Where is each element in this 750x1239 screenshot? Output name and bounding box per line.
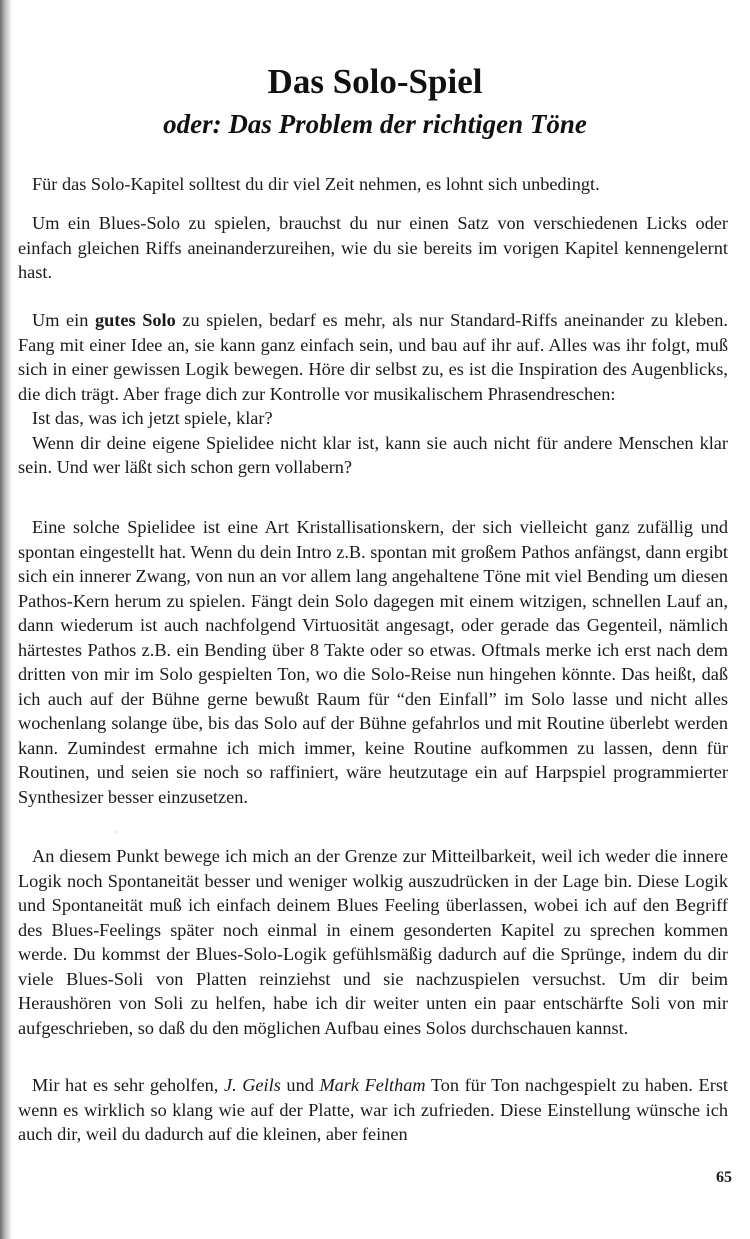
paragraph-blues-solo: Um ein Blues-Solo zu spielen, brauchst du nur einen Satz von verschiedenen Licks oder einfach gleichen Riffs aneinanderzureihen, wie du sie bereits im vorigen Kapitel kennengelernt hast.	[18, 213, 728, 282]
paragraph-nachspielen	[18, 1073, 728, 1147]
page-title: Das Solo-Spiel	[267, 62, 483, 101]
nachspielen-text: Mir hat es sehr geholfen, J. Geils und Mark Feltham Ton für Ton nachgespielt zu haben. Erst wenn es wirklich so klang wie auf der Platte, war ich zufrieden. Diese Einstellung wünsche ich auch dir, weil du dadurch auf die kleinen, aber feinen	[18, 1075, 729, 1144]
page-number: 65	[716, 1169, 732, 1186]
page-edge-shadow	[0, 0, 12, 1239]
good-solo-text: Um ein gutes Solo zu spielen, bedarf es mehr, als nur Standard-Riffs aneinander zu kleben. Fang mit einer Idee an, sie kann ganz einfach sein, und bau auf ihr auf. Alles was ihr folgt, muß sich in einer gewissen Logik bewegen. Höre dir selbst zu, es ist die Inspiration des Augenblicks, die dich trägt. Aber frage dich zur Kontrolle vor musikalischem Phrasendreschen:	[18, 310, 728, 404]
paragraph-spielidee: Eine solche Spielidee ist eine Art Kristallisationskern, der sich vielleicht ganz zufällig und spontan eingestellt hat. Wenn du dein Intro z.B. spontan mit großem Pathos anfängst, dann ergibt sich ein innerer Zwang, von nun an vor allem lang angehaltene Töne mit viel Bending um diesen Pathos-Kern herum zu spielen. Fängt dein Solo dagegen mit einem witzigen, schnellen Lauf an, dann wiederum ist auch nachfolgend Virtuosität angesagt, oder gerade das Gegenteil, nämlich härtestes Pathos z.B. ein Bending über 8 Takte oder so etwas. Oftmals merke ich erst nach dem dritten von mir im Solo gespielten Ton, wo die Solo-Reise nun hingehen könnte. Das heißt, daß ich auch auf der Bühne gerne bewußt Raum für “den Einfall” im Solo lasse und nicht alles wochenlang solange übe, bis das Solo auf der Bühne gefahrlos und mit Routine überlebt werden kann. Zumindest ermahne ich mich immer, keine Routine aufkommen zu lassen, denn für Routinen, und seien sie noch so raffiniert, wäre heutzutage ein auf Harpspiel programmierter Synthesizer besser einzusetzen.	[18, 517, 728, 807]
paragraph-intro: Für das Solo-Kapitel solltest du dir viel Zeit nehmen, es lohnt sich unbedingt.	[32, 174, 600, 194]
paragraph-mitteilbarkeit: An diesem Punkt bewege ich mich an der Grenze zur Mitteilbarkeit, weil ich weder die innere Logik noch Spontaneität besser und weniger wolkig auszudrücken in der Lage bin. Diese Logik und Spontaneität muß ich einfach deinem Blues Feeling überlassen, wobei ich auf den Begriff des Blues-Feelings später noch einmal in einem gesonderten Kapitel zu sprechen kommen werde. Du kommst der Blues-Solo-Logik gefühlsmäßig dadurch auf die Sprünge, indem du dir viele Blues-Soli von Platten reinziehst und sie nachzuspielen versuchst. Um dir beim Heraushören von Soli zu helfen, habe ich dir weiter unten ein paar entschärfte Soli von mir aufgeschrieben, so daß du den möglichen Aufbau eines Solos durchschauen kannst.	[18, 846, 728, 1038]
margin-speck: ·	[114, 828, 117, 837]
question-line: Ist das, was ich jetzt spiele, klar?	[32, 408, 273, 428]
emphasis-good-solo: gutes Solo	[94, 310, 176, 330]
question-followup: Wenn dir deine eigene Spielidee nicht klar ist, kann sie auch nicht für andere Menschen klar sein. Und wer läßt sich schon gern vollabern?	[18, 432, 728, 477]
page-subtitle: oder: Das Problem der richtigen Töne	[163, 109, 587, 139]
paragraph-good-solo	[18, 308, 728, 480]
name-j-geils: J. Geils	[223, 1075, 281, 1095]
name-mark-feltham: Mark Feltham	[319, 1075, 426, 1095]
